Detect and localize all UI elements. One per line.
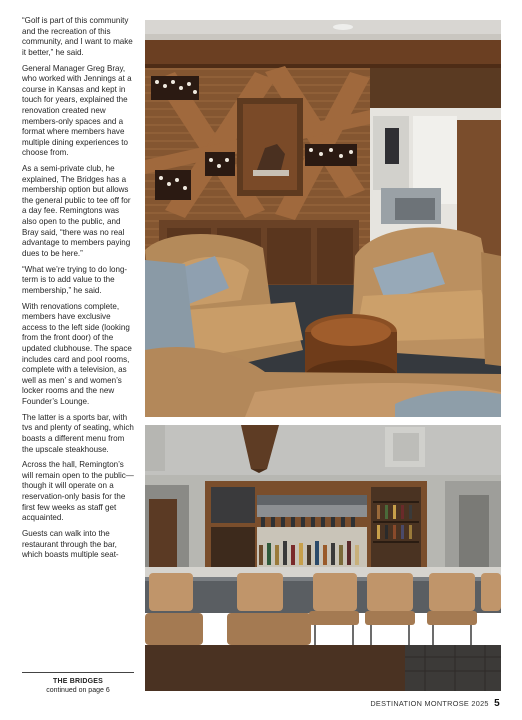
lounge-photo	[145, 20, 501, 417]
article-paragraph: As a semi-private club, he explained, The Bridges has a membership option but allows the general public to tee off for a day fee. Remingtons was also open to the public, and Bray said, “there was no real advantage to members paying dues to be here.”	[22, 164, 131, 258]
continued-notice	[22, 672, 134, 695]
page-number: 5	[494, 698, 500, 709]
bar-photo	[145, 425, 501, 691]
article-paragraph: “What we’re trying to do long-term is to add value to the membership,” he said.	[22, 264, 128, 295]
lounge-illustration	[145, 20, 501, 417]
article-paragraph: General Manager Greg Bray, who worked with Jennings at a course in Kansas and kept in touch for years, explained the renovation created new members-only spaces and a format where members have multiple dining experiences to choose from.	[22, 63, 132, 158]
continued-note: continued on page 6	[46, 687, 110, 694]
publication-name: DESTINATION MONTROSE 2025	[370, 699, 489, 708]
bar-illustration	[145, 425, 501, 691]
article-paragraph: “Golf is part of this community and the recreation of this community, and I want to make it better,” he said.	[22, 16, 133, 57]
page-footer	[370, 698, 500, 709]
article-paragraph: The latter is a sports bar, with tvs and plenty of seating, which boasts a different menu from the upscale steakhouse.	[22, 412, 134, 454]
article-column	[22, 16, 136, 566]
article-paragraph: Guests can walk into the restaurant through the bar, which boasts multiple seat-	[22, 529, 119, 560]
continued-title: THE BRIDGES	[52, 678, 104, 685]
article-paragraph: Across the hall, Remington’s will remain open to the public—though it will operate on a reservation-only basis for the first few weeks as staff get acquainted.	[22, 460, 134, 523]
article-paragraph: With renovations complete, members have exclusive access to the left side (looking from the front door) of the updated clubhouse. The space includes card and pool rooms, complete with a television, as well as men’ s and women’s locker rooms and the new Founder’s Lounge.	[22, 301, 132, 406]
